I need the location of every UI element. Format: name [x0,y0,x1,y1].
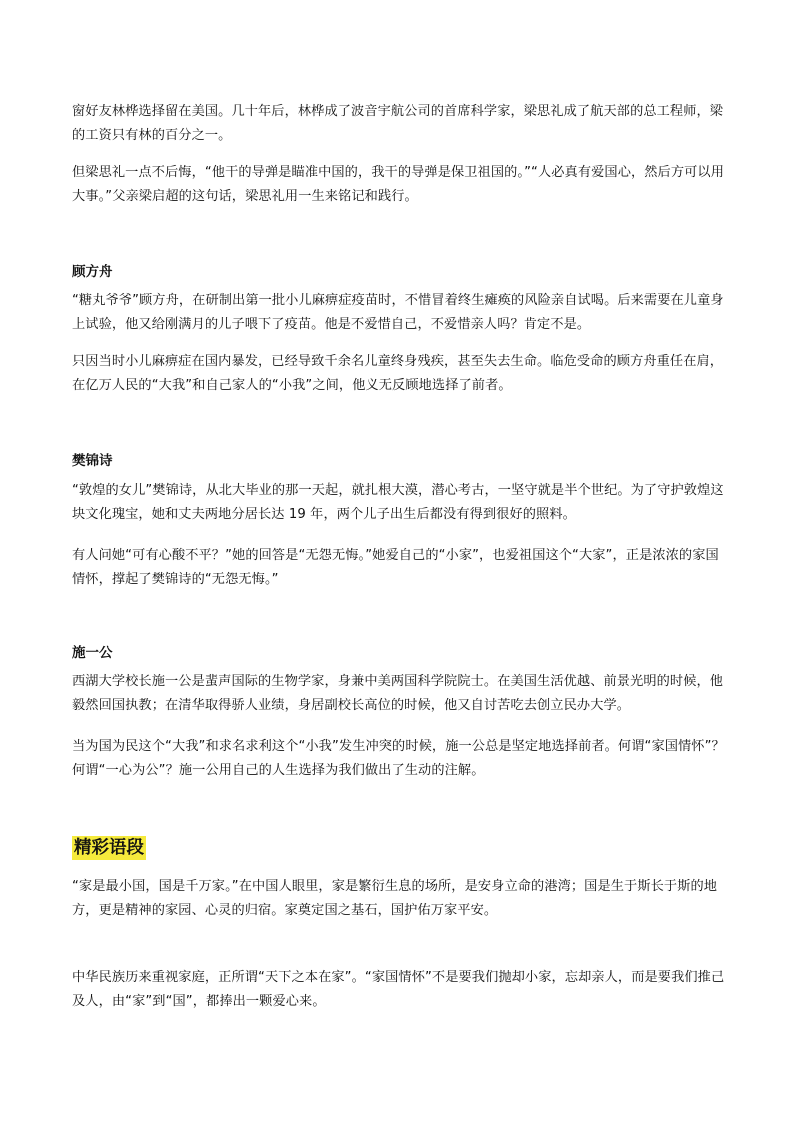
shi-yigong-paragraph-1: 西湖大学校长施一公是蜚声国际的生物学家，身兼中美两国科学院院士。在美国生活优越、前景光明的时候，他毅然回国执教；在清华取得骄人业绩，身居副校长高位的时候，他又自讨苦吃去创立民办大学。 [72,674,724,713]
intro-paragraph-1: 窗好友林桦选择留在美国。几十年后，林桦成了波音宇航公司的首席科学家，梁思礼成了航天部的总工程师，梁的工资只有林的百分之一。 [72,104,724,143]
featured-paragraph-1: “家是最小国，国是千万家。”在中国人眼里，家是繁衍生息的场所，是安身立命的港湾；国是生于斯长于斯的地方，更是精神的家园、心灵的归宿。家奠定国之基石，国护佑万家平安。 [72,879,718,918]
section-heading-shi-yigong: 施一公 [72,645,113,661]
fan-jinshi-paragraph-2: 有人问她“可有心酸不平？”她的回答是“无怨无悔。”她爱自己的“小家”，也爱祖国这个“大家”，正是浓浓的家国情怀，撑起了樊锦诗的“无怨无悔。” [72,548,719,587]
section-heading-gu-fangzhou: 顾方舟 [72,264,113,280]
featured-paragraph-2: 中华民族历来重视家庭，正所谓“天下之本在家”。“家国情怀”不是要我们抛却小家，忘却亲人，而是要我们推己及人，由“家”到“国”，都捧出一颗爱心来。 [72,970,725,1009]
intro-paragraph-2: 但梁思礼一点不后悔，“他干的导弹是瞄准中国的，我干的导弹是保卫祖国的。”“人必真有爱国心，然后方可以用大事。”父亲梁启超的这句话，梁思礼用一生来铭记和践行。 [72,165,724,204]
shi-yigong-paragraph-2: 当为国为民这个“大我”和求名求利这个“小我”发生冲突的时候，施一公总是坚定地选择前者。何谓“家国情怀”？何谓“一心为公”？施一公用自己的人生选择为我们做出了生动的注解。 [72,739,725,778]
gu-fangzhou-paragraph-1: “糖丸爷爷”顾方舟，在研制出第一批小儿麻痹症疫苗时，不惜冒着终生瘫痪的风险亲自试喝。后来需要在儿童身上试验，他又给刚满月的儿子喂下了疫苗。他是不爱惜自己，不爱惜亲人吗？肯定不是。 [72,293,724,332]
featured-heading: 精彩语段 [74,838,144,858]
fan-jinshi-paragraph-1: “敦煌的女儿”樊锦诗，从北大毕业的那一天起，就扎根大漠，潜心考古，一坚守就是半个世纪。为了守护敦煌这块文化瑰宝，她和丈夫两地分居长达 19 年，两个儿子出生后都没有得到很好的照料。 [72,483,724,522]
section-heading-fan-jinshi: 樊锦诗 [72,453,113,469]
gu-fangzhou-paragraph-2: 只因当时小儿麻痹症在国内暴发，已经导致千余名儿童终身残疾，甚至失去生命。临危受命的顾方舟重任在肩，在亿万人民的“大我”和自己家人的“小我”之间，他义无反顾地选择了前者。 [72,354,724,393]
